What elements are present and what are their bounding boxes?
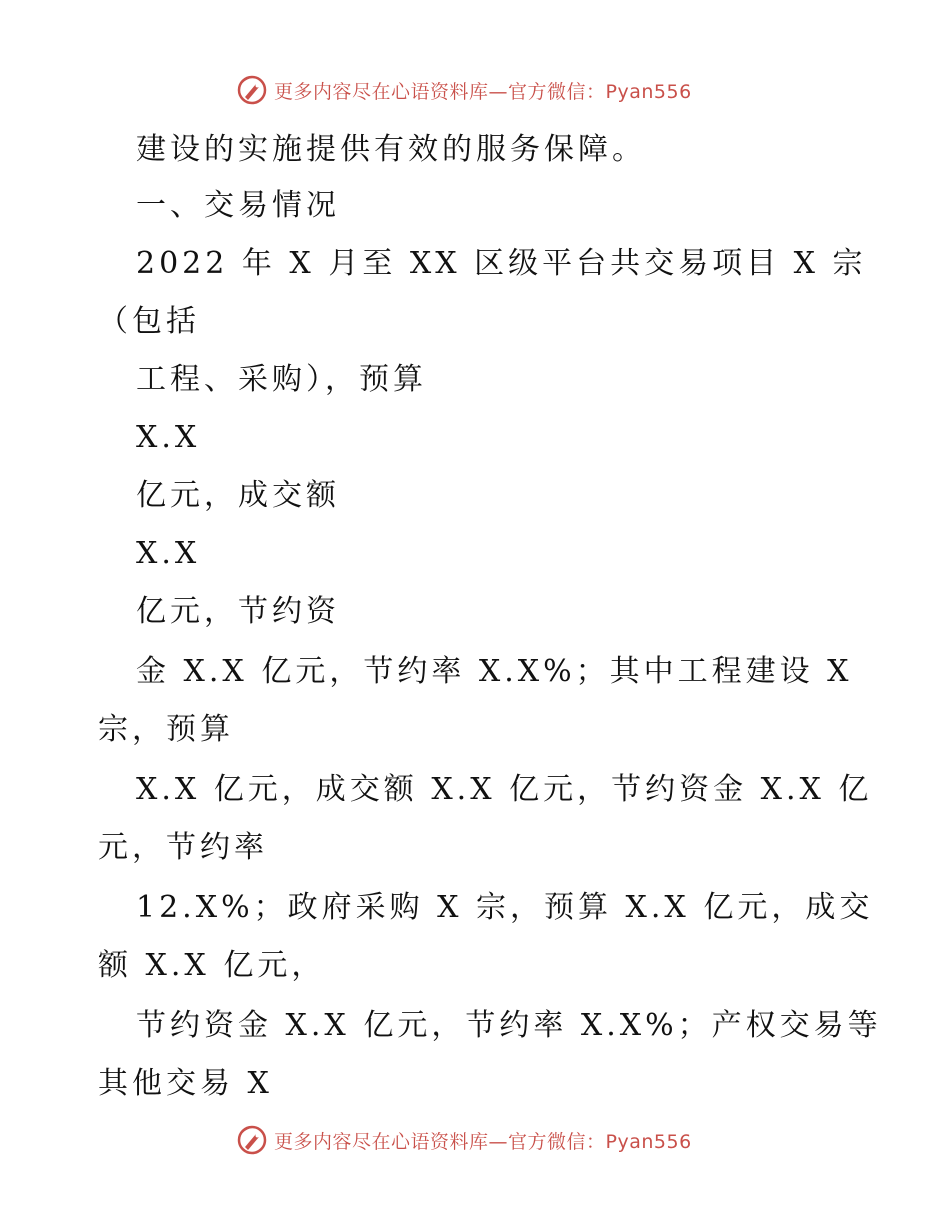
text-line: X.X: [136, 536, 201, 571]
text-line: 其他交易 X: [98, 1066, 273, 1101]
text-line: X.X: [136, 420, 201, 455]
text-line: 额 X.X 亿元，: [98, 948, 326, 983]
watermark-footer: [236, 1122, 756, 1158]
text-line: 宗，预算: [98, 712, 234, 747]
section-heading: 一、交易情况: [136, 188, 340, 223]
text-line: 亿元，成交额: [136, 478, 340, 513]
watermark-text: 更多内容尽在心语资料库—官方微信：Pyan556: [274, 80, 692, 103]
text-line: 工程、采购），预算: [136, 362, 427, 397]
pen-nib-seal-icon: [236, 1124, 268, 1156]
text-line: 节约资金 X.X 亿元，节约率 X.X%；产权交易等: [136, 1008, 882, 1043]
text-line: X.X 亿元，成交额 X.X 亿元，节约资金 X.X 亿: [136, 772, 873, 807]
text-line: 12.X%；政府采购 X 宗，预算 X.X 亿元，成交: [136, 890, 874, 925]
watermark-text: 更多内容尽在心语资料库—官方微信：Pyan556: [274, 1130, 692, 1153]
text-line: 金 X.X 亿元，节约率 X.X%；其中工程建设 X: [136, 654, 853, 689]
text-line: 亿元，节约资: [136, 594, 340, 629]
text-line: 2022 年 X 月至 XX 区级平台共交易项目 X 宗: [136, 246, 867, 281]
text-line: （包括: [98, 304, 200, 339]
text-line: 建设的实施提供有效的服务保障。: [136, 132, 646, 167]
text-line: 元，节约率: [98, 830, 268, 865]
